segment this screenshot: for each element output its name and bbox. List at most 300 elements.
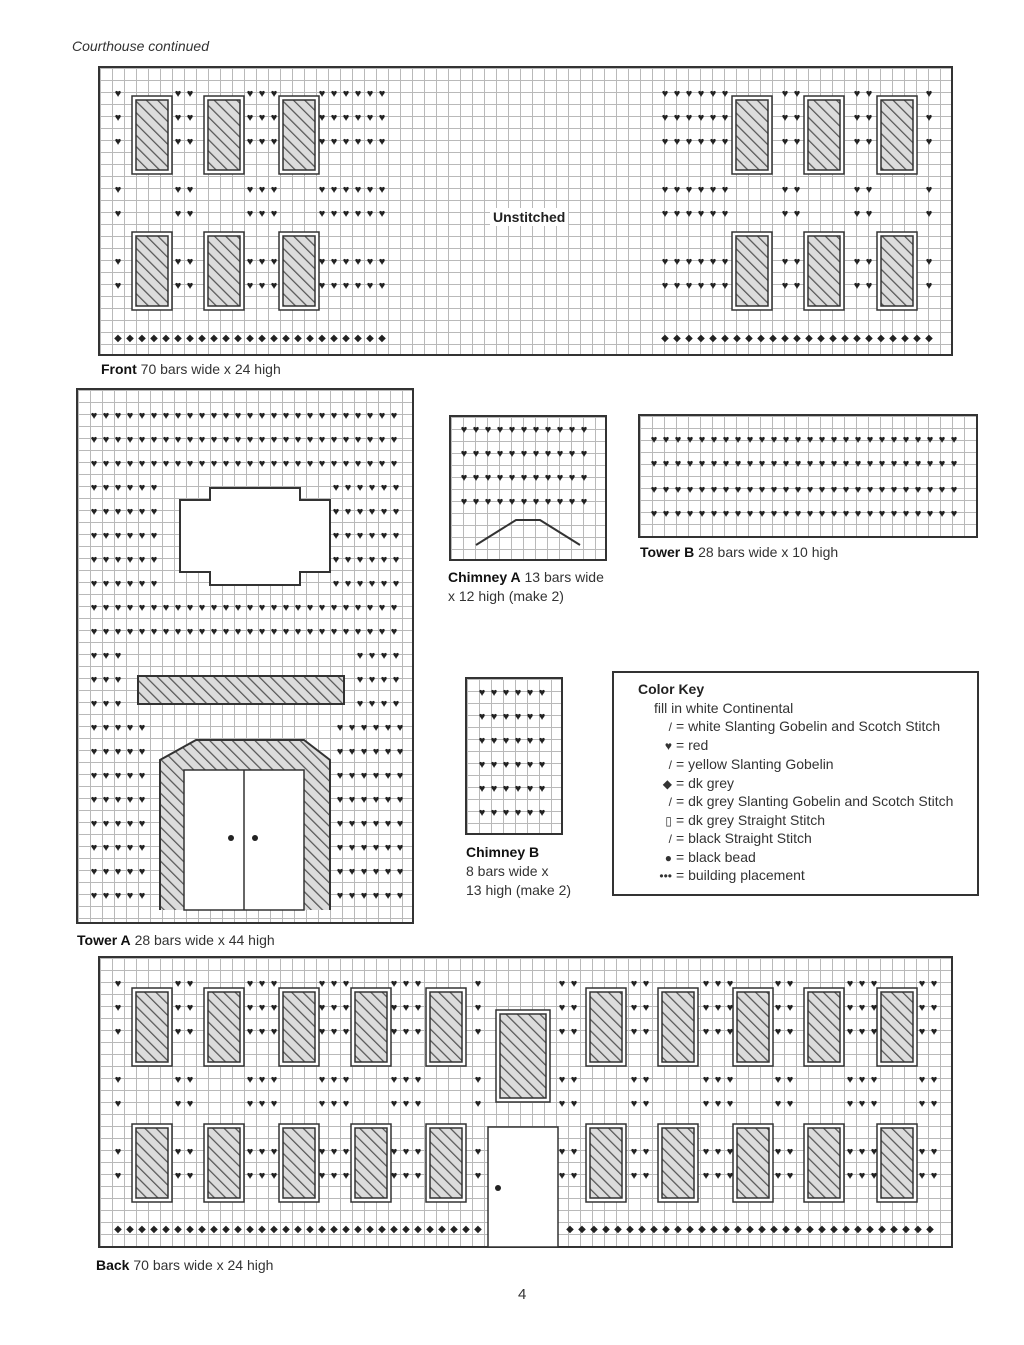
heart-icon: ♥ [368,530,376,542]
heart-icon: ♥ [360,890,368,902]
heart-icon: ♥ [258,1002,266,1014]
heart-icon: ♥ [630,1074,638,1086]
diamond-icon: ◆ [222,333,230,344]
heart-icon: ♥ [270,458,278,470]
heart-icon: ♥ [878,484,886,496]
heart-icon: ♥ [390,410,398,422]
heart-icon: ♥ [126,554,134,566]
heart-icon: ♥ [570,1098,578,1110]
heart-icon: ♥ [270,1098,278,1110]
diamond-icon: ◆ [685,333,693,344]
heart-icon: ♥ [806,508,814,520]
heart-icon: ♥ [538,711,546,723]
heart-icon: ♥ [396,722,404,734]
heart-icon: ♥ [282,602,290,614]
heart-icon: ♥ [685,208,693,220]
heart-icon: ♥ [902,508,910,520]
heart-icon: ♥ [318,280,326,292]
heart-icon: ♥ [342,1146,350,1158]
heart-icon: ♥ [642,1074,650,1086]
heart-icon: ♥ [474,1002,482,1014]
heart-icon: ♥ [344,482,352,494]
heart-icon: ♥ [674,484,682,496]
heart-icon: ♥ [186,1170,194,1182]
diamond-icon: ◆ [758,1224,766,1235]
heart-icon: ♥ [378,434,386,446]
heart-icon: ♥ [114,578,122,590]
heart-icon: ♥ [306,626,314,638]
heart-icon: ♥ [270,602,278,614]
diamond-icon: ◆ [829,333,837,344]
heart-icon: ♥ [854,434,862,446]
heart-icon: ♥ [846,978,854,990]
heart-icon: ♥ [126,722,134,734]
heart-icon: ♥ [318,256,326,268]
heart-icon: ♥ [630,1098,638,1110]
heart-icon: ♥ [938,458,946,470]
heart-icon: ♥ [686,484,694,496]
heart-icon: ♥ [380,578,388,590]
heart-icon: ♥ [854,484,862,496]
heart-icon: ♥ [642,1170,650,1182]
heart-icon: ♥ [930,1074,938,1086]
diamond-icon: ◆ [162,333,170,344]
heart-icon: ♥ [368,650,376,662]
heart-icon: ♥ [630,1146,638,1158]
heart-icon: ♥ [234,626,242,638]
heart-icon: ♥ [520,496,528,508]
diamond-icon: ◆ [462,1224,470,1235]
heart-icon: ♥ [930,1170,938,1182]
heart-icon: ♥ [90,602,98,614]
heart-icon: ♥ [502,783,510,795]
diamond-icon: ◆ [354,333,362,344]
heart-icon: ♥ [793,280,801,292]
heart-icon: ♥ [102,650,110,662]
heart-icon: ♥ [318,208,326,220]
heart-icon: ♥ [330,626,338,638]
heart-icon: ♥ [710,434,718,446]
heart-icon: ♥ [490,759,498,771]
heart-icon: ♥ [342,434,350,446]
heart-icon: ♥ [150,434,158,446]
heart-icon: ♥ [722,484,730,496]
heart-icon: ♥ [781,256,789,268]
heart-icon: ♥ [950,484,958,496]
diamond-icon: ◆ [342,1224,350,1235]
heart-icon: ♥ [414,1170,422,1182]
heart-icon: ♥ [186,184,194,196]
heart-icon: ♥ [673,208,681,220]
heart-icon: ♥ [342,208,350,220]
heart-icon: ♥ [270,1170,278,1182]
heart-icon: ♥ [114,722,122,734]
heart-icon: ♥ [490,711,498,723]
heart-icon: ♥ [925,208,933,220]
heart-icon: ♥ [950,434,958,446]
heart-icon: ♥ [378,602,386,614]
heart-icon: ♥ [781,88,789,100]
diamond-icon: ◆ [590,1224,598,1235]
heart-icon: ♥ [186,1146,194,1158]
heart-icon: ♥ [330,1146,338,1158]
heart-icon: ♥ [914,458,922,470]
heart-icon: ♥ [758,434,766,446]
heart-icon: ♥ [702,1098,710,1110]
heart-icon: ♥ [270,88,278,100]
heart-icon: ♥ [726,1002,734,1014]
heart-icon: ♥ [870,1026,878,1038]
heart-icon: ♥ [502,711,510,723]
heart-icon: ♥ [526,807,534,819]
diamond-icon: ◆ [662,1224,670,1235]
heart-icon: ♥ [380,554,388,566]
heart-icon: ♥ [914,508,922,520]
heart-icon: ♥ [344,506,352,518]
heart-icon: ♥ [318,112,326,124]
heart-icon: ♥ [138,554,146,566]
heart-icon: ♥ [460,424,468,436]
heart-icon: ♥ [878,458,886,470]
heart-icon: ♥ [858,978,866,990]
heart-icon: ♥ [282,458,290,470]
heart-icon: ♥ [734,434,742,446]
heart-icon: ♥ [90,770,98,782]
heart-icon: ♥ [392,674,400,686]
heart-icon: ♥ [484,424,492,436]
heart-icon: ♥ [722,434,730,446]
diamond-icon: ◆ [806,1224,814,1235]
heart-icon: ♥ [90,578,98,590]
diamond-icon: ◆ [782,1224,790,1235]
heart-icon: ♥ [138,602,146,614]
heart-icon: ♥ [514,759,522,771]
heart-icon: ♥ [114,770,122,782]
heart-icon: ♥ [354,112,362,124]
heart-icon: ♥ [114,530,122,542]
heart-icon: ♥ [90,530,98,542]
heart-icon: ♥ [532,472,540,484]
heart-icon: ♥ [258,1098,266,1110]
diamond-icon: ◆ [853,333,861,344]
heart-icon: ♥ [138,578,146,590]
heart-icon: ♥ [721,184,729,196]
slash-icon: / [668,832,672,846]
heart-icon: ♥ [336,890,344,902]
diamond-icon: ◆ [578,1224,586,1235]
heart-icon: ♥ [126,458,134,470]
heart-icon: ♥ [842,508,850,520]
heart-icon: ♥ [520,448,528,460]
diamond-icon: ◆ [638,1224,646,1235]
heart-icon: ♥ [174,434,182,446]
heart-icon: ♥ [246,458,254,470]
heart-icon: ♥ [356,554,364,566]
heart-icon: ♥ [246,602,254,614]
heart-icon: ♥ [662,508,670,520]
heart-icon: ♥ [384,890,392,902]
heart-icon: ♥ [697,136,705,148]
heart-icon: ♥ [570,1074,578,1086]
heart-icon: ♥ [474,1026,482,1038]
heart-icon: ♥ [348,746,356,758]
heart-icon: ♥ [390,1146,398,1158]
heart-icon: ♥ [702,1170,710,1182]
heart-icon: ♥ [710,508,718,520]
heart-icon: ♥ [258,978,266,990]
heart-icon: ♥ [174,602,182,614]
heart-icon: ♥ [114,88,122,100]
heart-icon: ♥ [114,602,122,614]
heart-icon: ♥ [366,208,374,220]
heart-icon: ♥ [726,1146,734,1158]
heart-icon: ♥ [794,484,802,496]
heart-icon: ♥ [336,842,344,854]
heart-icon: ♥ [568,448,576,460]
heart-icon: ♥ [270,1026,278,1038]
heart-icon: ♥ [721,280,729,292]
heart-icon: ♥ [186,280,194,292]
heart-icon: ♥ [258,184,266,196]
heart-icon: ♥ [781,112,789,124]
heart-icon: ♥ [102,818,110,830]
heart-icon: ♥ [222,626,230,638]
heart-icon: ♥ [793,112,801,124]
heart-icon: ♥ [186,458,194,470]
heart-icon: ♥ [114,410,122,422]
heart-icon: ♥ [702,1002,710,1014]
heart-icon: ♥ [793,256,801,268]
heart-icon: ♥ [366,626,374,638]
heart-icon: ♥ [344,530,352,542]
heart-icon: ♥ [402,1002,410,1014]
heart-icon: ♥ [866,484,874,496]
diamond-icon: ◆ [566,1224,574,1235]
heart-icon: ♥ [384,722,392,734]
heart-icon: ♥ [558,1002,566,1014]
heart-icon: ♥ [697,208,705,220]
chimney-a-caption-line2: x 12 high (make 2) [448,588,564,604]
heart-icon: ♥ [342,1098,350,1110]
heart-icon: ♥ [150,554,158,566]
heart-icon: ♥ [258,410,266,422]
heart-icon: ♥ [318,1146,326,1158]
heart-icon: ♥ [354,602,362,614]
heart-icon: ♥ [384,866,392,878]
heart-icon: ♥ [853,280,861,292]
heart-icon: ♥ [342,112,350,124]
heart-icon: ♥ [556,472,564,484]
back-caption-size: 70 bars wide x 24 high [133,1257,274,1273]
chimney-a-caption [448,568,604,606]
heart-icon: ♥ [366,256,374,268]
heart-icon: ♥ [662,458,670,470]
heart-icon: ♥ [258,458,266,470]
heart-icon: ♥ [460,472,468,484]
heart-icon: ♥ [830,508,838,520]
heart-icon: ♥ [846,1098,854,1110]
heart-icon: ♥ [642,1002,650,1014]
heart-icon: ♥ [102,578,110,590]
heart-icon: ♥ [330,136,338,148]
heart-icon: ♥ [502,807,510,819]
heart-icon: ♥ [384,746,392,758]
heart-icon: ♥ [366,112,374,124]
heart-icon: ♥ [270,256,278,268]
heart-icon: ♥ [854,508,862,520]
heart-icon: ♥ [722,458,730,470]
heart-icon: ♥ [90,554,98,566]
heart-icon: ♥ [392,482,400,494]
heart-icon: ♥ [114,434,122,446]
heart-icon: ♥ [174,1026,182,1038]
heart-icon: ♥ [294,458,302,470]
heart-icon: ♥ [174,112,182,124]
heart-icon: ♥ [392,530,400,542]
heart-icon: ♥ [114,866,122,878]
heart-icon: ♥ [246,626,254,638]
heart-icon: ♥ [114,208,122,220]
heart-icon: ♥ [508,472,516,484]
heart-icon: ♥ [372,866,380,878]
heart-icon: ♥ [396,890,404,902]
heart-icon: ♥ [714,1170,722,1182]
diamond-icon: ◆ [866,1224,874,1235]
back-caption [96,1256,273,1275]
heart-icon: ♥ [102,530,110,542]
heart-icon: ♥ [246,88,254,100]
heart-icon: ♥ [490,807,498,819]
heart-icon: ♥ [818,508,826,520]
diamond-icon: ◆ [793,333,801,344]
diamond-icon: ◆ [770,1224,778,1235]
heart-icon: ♥ [318,1026,326,1038]
heart-icon: ♥ [90,698,98,710]
heart-icon: ♥ [368,698,376,710]
heart-icon: ♥ [126,410,134,422]
heart-icon: ♥ [697,256,705,268]
heart-icon: ♥ [126,530,134,542]
heart-icon: ♥ [460,448,468,460]
heart-icon: ♥ [114,280,122,292]
heart-icon: ♥ [318,434,326,446]
heart-icon: ♥ [342,410,350,422]
heart-icon: ♥ [526,711,534,723]
heart-icon: ♥ [380,650,388,662]
heart-icon: ♥ [150,458,158,470]
diamond-icon: ◆ [686,1224,694,1235]
heart-icon: ♥ [186,208,194,220]
heart-icon: ♥ [378,136,386,148]
heart-icon: ♥ [568,424,576,436]
heart-icon: ♥ [938,508,946,520]
heart-icon: ♥ [174,410,182,422]
diamond-icon: ◆ [246,333,254,344]
heart-icon: ♥ [930,1098,938,1110]
heart-icon: ♥ [664,739,672,753]
heart-icon: ♥ [348,842,356,854]
heart-icon: ♥ [842,434,850,446]
heart-icon: ♥ [378,626,386,638]
heart-icon: ♥ [380,506,388,518]
diamond-icon: ◆ [721,333,729,344]
heart-icon: ♥ [114,698,122,710]
heart-icon: ♥ [198,434,206,446]
heart-icon: ♥ [722,508,730,520]
heart-icon: ♥ [186,602,194,614]
heart-icon: ♥ [126,746,134,758]
heart-icon: ♥ [174,458,182,470]
heart-icon: ♥ [318,458,326,470]
diamond-icon: ◆ [306,333,314,344]
heart-icon: ♥ [246,978,254,990]
heart-icon: ♥ [520,424,528,436]
heart-icon: ♥ [926,508,934,520]
diamond-icon: ◆ [769,333,777,344]
diamond-icon: ◆ [734,1224,742,1235]
heart-icon: ♥ [902,484,910,496]
heart-icon: ♥ [174,1002,182,1014]
diamond-icon: ◆ [902,1224,910,1235]
heart-icon: ♥ [210,458,218,470]
heart-icon: ♥ [710,458,718,470]
heart-icon: ♥ [538,783,546,795]
heart-icon: ♥ [366,602,374,614]
heart-icon: ♥ [858,1074,866,1086]
diamond-icon: ◆ [794,1224,802,1235]
heart-icon: ♥ [102,890,110,902]
heart-icon: ♥ [318,602,326,614]
heart-icon: ♥ [246,112,254,124]
heart-icon: ♥ [570,1002,578,1014]
diamond-icon: ◆ [854,1224,862,1235]
heart-icon: ♥ [390,1098,398,1110]
heart-icon: ♥ [544,496,552,508]
heart-icon: ♥ [865,112,873,124]
heart-icon: ♥ [174,136,182,148]
heart-icon: ♥ [366,280,374,292]
heart-icon: ♥ [198,626,206,638]
heart-icon: ♥ [714,1098,722,1110]
heart-icon: ♥ [472,424,480,436]
unstitched-label: Unstitched [490,208,568,226]
heart-icon: ♥ [514,783,522,795]
diamond-icon: ◆ [270,333,278,344]
heart-icon: ♥ [865,88,873,100]
diamond-icon: ◆ [282,333,290,344]
heart-icon: ♥ [126,602,134,614]
heart-icon: ♥ [870,1146,878,1158]
heart-icon: ♥ [774,1026,782,1038]
heart-icon: ♥ [126,434,134,446]
heart-icon: ♥ [926,458,934,470]
heart-icon: ♥ [330,978,338,990]
heart-icon: ♥ [198,602,206,614]
front-caption-name: Front [101,361,137,377]
tower-a-chart [76,388,414,924]
heart-icon: ♥ [270,1002,278,1014]
heart-icon: ♥ [342,1026,350,1038]
heart-icon: ♥ [858,1026,866,1038]
heart-icon: ♥ [890,484,898,496]
heart-icon: ♥ [721,112,729,124]
diamond-icon: ◆ [114,1224,122,1235]
heart-icon: ♥ [294,602,302,614]
heart-icon: ♥ [674,508,682,520]
heart-icon: ♥ [472,448,480,460]
heart-icon: ♥ [930,1002,938,1014]
heart-icon: ♥ [336,770,344,782]
